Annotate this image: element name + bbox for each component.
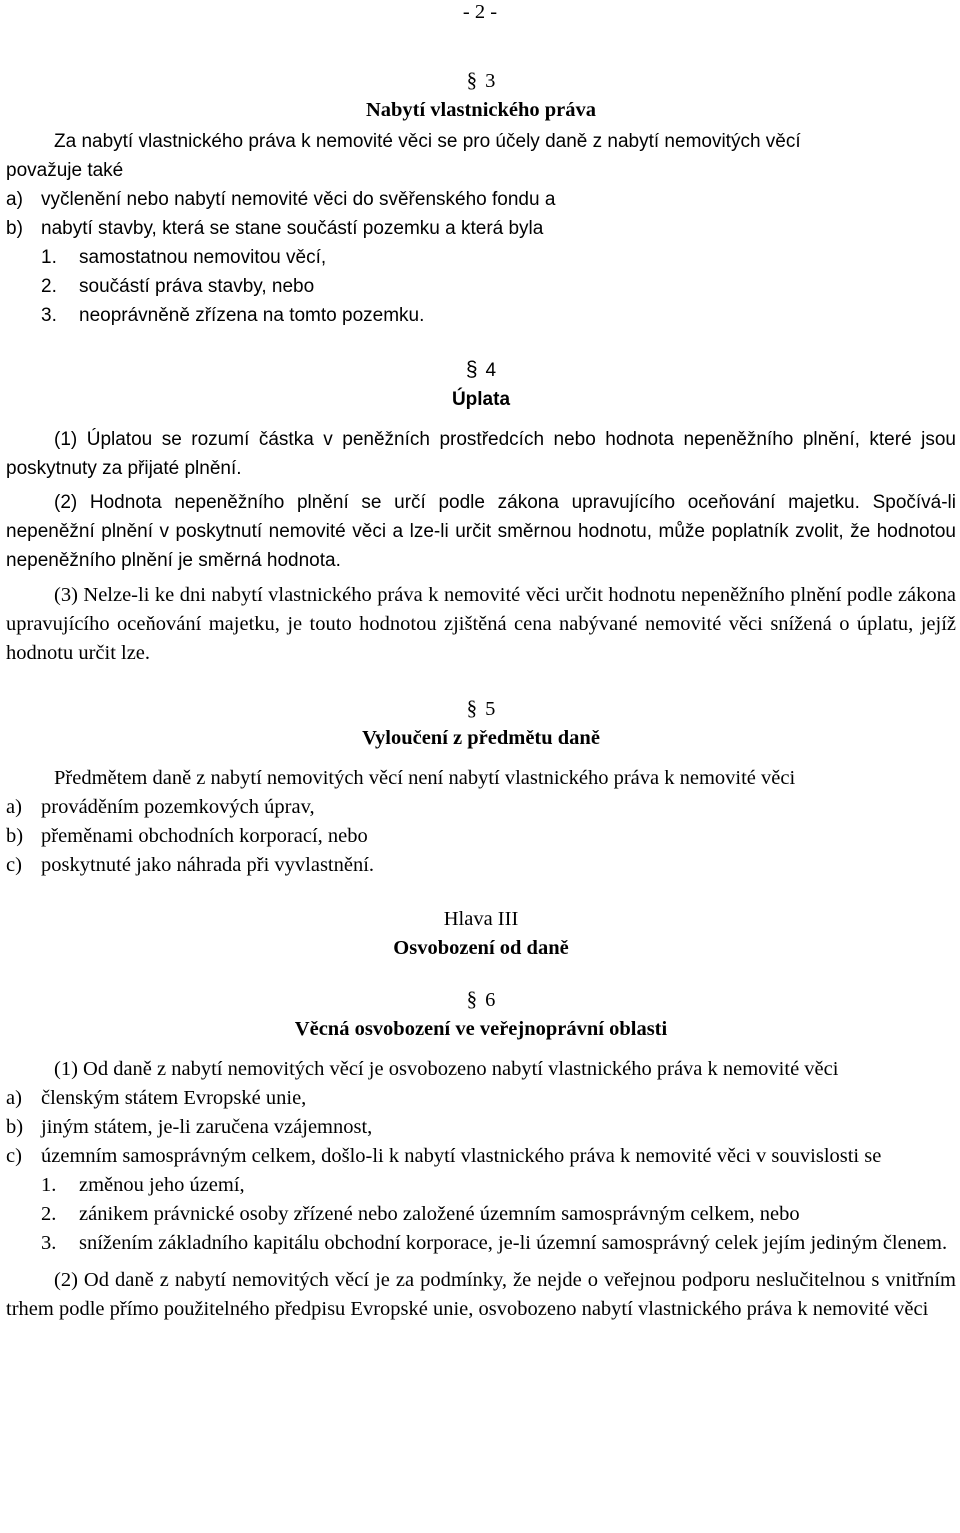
section-3-body — [6, 127, 956, 330]
list-label: a) — [6, 189, 23, 210]
list-label: 2. — [41, 1203, 57, 1225]
section-6-title: Věcná osvobození ve veřejnoprávní oblasti — [294, 1018, 668, 1040]
section-6-paragraph-2: (2) Od daně z nabytí nemovitých věcí je za podmínky, že nejde o veřejnou podporu neslučitelnou s vnitřním trhem podle přímo použitelného předpisu Evropské unie, osvobozeno nabytí vlastnického práva k nemovité věci — [6, 1269, 956, 1320]
list-label: a) — [6, 1087, 22, 1109]
list-text: neoprávněně zřízena na tomto pozemku. — [79, 305, 425, 326]
list-label: 2. — [41, 276, 57, 297]
list-text: změnou jeho území, — [79, 1174, 245, 1196]
list-text: přeměnami obchodních korporací, nebo — [41, 825, 368, 847]
list-text: vyčlenění nebo nabytí nemovité věci do svěřenského fondu a — [41, 189, 556, 210]
list-item — [6, 822, 956, 851]
sub-list-item — [6, 272, 956, 301]
chapter-title: Osvobození od daně — [393, 937, 569, 959]
section-3-title: Nabytí vlastnického práva — [365, 99, 597, 121]
section-4-title: Úplata — [451, 389, 511, 410]
list-text: samostatnou nemovitou věcí, — [79, 247, 327, 268]
section-sign: § — [466, 696, 478, 720]
section-4-body — [6, 425, 956, 575]
section-6-body — [6, 1055, 956, 1324]
page-number: - 2 - — [462, 1, 498, 23]
section-5-intro: Předmětem daně z nabytí nemovitých věcí není nabytí vlastnického práva k nemovité věci — [54, 767, 796, 789]
sub-list-item — [6, 1200, 956, 1229]
section-3-intro-line-2: považuje také — [6, 160, 124, 181]
list-item — [6, 851, 956, 880]
list-item — [6, 185, 956, 214]
list-text: zánikem právnické osoby zřízené nebo založené územním samosprávným celkem, nebo — [79, 1203, 800, 1225]
list-text: územním samosprávným celkem, došlo-li k nabytí vlastnického práva k nemovité věci v souvislosti se — [41, 1145, 882, 1167]
section-6-number — [6, 985, 956, 1015]
list-label: b) — [6, 1116, 24, 1138]
section-5-body — [6, 764, 956, 880]
list-item — [6, 1113, 956, 1142]
sub-list-item — [6, 1171, 956, 1200]
list-label: a) — [6, 796, 22, 818]
list-text: snížením základního kapitálu obchodní korporace, je-li územní samosprávný celek jejím jediným členem. — [79, 1232, 948, 1254]
chapter-label: Hlava III — [443, 908, 519, 930]
section-6-paragraph-1: (1) Od daně z nabytí nemovitých věcí je osvobozeno nabytí vlastnického práva k nemovité věci — [54, 1058, 839, 1080]
section-4-paragraph-1: (1) Úplatou se rozumí částka v peněžních prostředcích nebo hodnota nepeněžního plnění, které jsou poskytnuty za přijaté plnění. — [6, 429, 956, 479]
list-item — [6, 793, 956, 822]
list-label: 1. — [41, 247, 57, 268]
section-5-number — [6, 694, 956, 724]
list-label: c) — [6, 854, 22, 876]
list-label: 1. — [41, 1174, 57, 1196]
section-4-number — [6, 355, 956, 385]
section-sign: § — [466, 987, 478, 1011]
list-text: součástí práva stavby, nebo — [79, 276, 315, 297]
section-sign: § — [466, 68, 478, 92]
list-text: nabytí stavby, která se stane součástí pozemku a která byla — [41, 218, 544, 239]
section-4-paragraph-2: (2) Hodnota nepeněžního plnění se určí podle zákona upravujícího oceňování majetku. Spočívá-li nepeněžní plnění v poskytnutí nemovité věci a lze-li určit směrnou hodnotu, může poplatník zvolit, že hodnotou nepeněžního plnění je směrná hodnota. — [6, 492, 956, 571]
list-text: členským státem Evropské unie, — [41, 1087, 307, 1109]
list-label: 3. — [41, 305, 57, 326]
list-item — [6, 1142, 956, 1171]
section-sign: § — [465, 358, 478, 381]
section-4-paragraph-3: (3) Nelze-li ke dni nabytí vlastnického práva k nemovité věci určit hodnotu nepeněžního plnění podle zákona upravujícího oceňování majetku, je touto hodnotou zjištěná cena nabývané nemovité věci snížená o úplatu, jejíž hodnotu určit lze. — [6, 584, 956, 664]
section-number: 3 — [485, 70, 496, 92]
section-number: 5 — [485, 698, 496, 720]
list-label: b) — [6, 218, 23, 239]
list-text: prováděním pozemkových úprav, — [41, 796, 315, 818]
sub-list-item — [6, 301, 956, 330]
list-label: b) — [6, 825, 24, 847]
list-item — [6, 1084, 956, 1113]
list-label: 3. — [41, 1232, 57, 1254]
section-number: 4 — [485, 360, 497, 381]
section-3-number — [6, 66, 956, 96]
section-3-intro-line-1: Za nabytí vlastnického práva k nemovité věci se pro účely daně z nabytí nemovitých věcí — [54, 131, 801, 152]
document-page — [6, 0, 956, 1324]
list-text: jiným státem, je-li zaručena vzájemnost, — [41, 1116, 373, 1138]
sub-list-item — [6, 243, 956, 272]
list-label: c) — [6, 1145, 22, 1167]
section-number: 6 — [485, 989, 496, 1011]
list-item — [6, 214, 956, 243]
sub-list-item — [6, 1229, 956, 1258]
list-text: poskytnuté jako náhrada při vyvlastnění. — [41, 854, 375, 876]
section-5-title: Vyloučení z předmětu daně — [362, 727, 600, 749]
